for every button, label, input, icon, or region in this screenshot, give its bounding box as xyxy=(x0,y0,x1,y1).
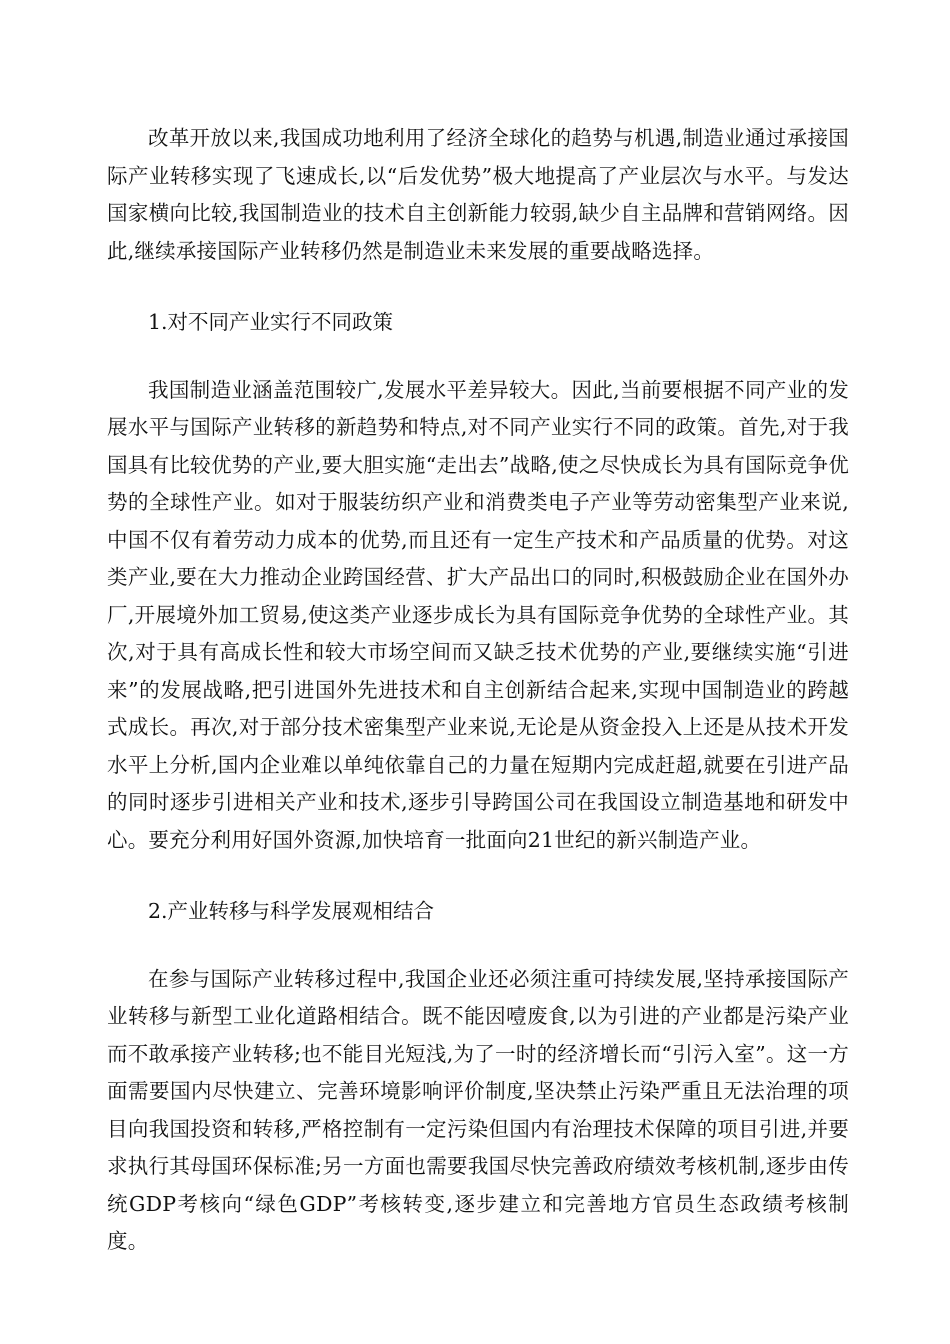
section-heading-2: 2.产业转移与科学发展观相结合 xyxy=(148,899,435,923)
document-body xyxy=(107,120,849,1261)
paragraph-policy: 我国制造业涵盖范围较广,发展水平差异较大。因此,当前要根据不同产业的发展水平与国际产业转移的新趋势和特点,对不同产业实行不同的政策。首先,对于我国具有比较优势的产业,要大胆实施“走出去”战略,使之尽快成长为具有国际竞争优势的全球性产业。如对于服装纺织产业和消费类电子产业等劳动密集型产业来说,中国不仅有着劳动力成本的优势,而且还有一定生产技术和产品质量的优势。对这类产业,要在大力推动企业跨国经营、扩大产品出口的同时,积极鼓励企业在国外办厂,开展境外加工贸易,使这类产业逐步成长为具有国际竞争优势的全球性产业。其次,对于具有高成长性和较大市场空间而又缺乏技术优势的产业,要继续实施“引进来”的发展战略,把引进国外先进技术和自主创新结合起来,实现中国制造业的跨越式成长。再次,对于部分技术密集型产业来说,无论是从资金投入上还是从技术开发水平上分析,国内企业难以单纯依靠自己的力量在短期内完成赶超,就要在引进产品的同时逐步引进相关产业和技术,逐步引导跨国公司在我国设立制造基地和研发中心。要充分利用好国外资源,加快培育一批面向21世纪的新兴制造产业。 xyxy=(107,377,849,852)
paragraph-sustainability: 在参与国际产业转移过程中,我国企业还必须注重可持续发展,坚持承接国际产业转移与新型工业化道路相结合。既不能因噎废食,以为引进的产业都是污染产业而不敢承接产业转移;也不能目光短浅,为了一时的经济增长而“引污入室”。这一方面需要国内尽快建立、完善环境影响评价制度,坚决禁止污染严重且无法治理的项目向我国投资和转移,严格控制有一定污染但国内有治理技术保障的项目引进,并要求执行其母国环保标准;另一方面也需要我国尽快完善政府绩效考核机制,逐步由传统GDP考核向“绿色GDP”考核转变,逐步建立和完善地方官员生态政绩考核制度。 xyxy=(107,966,849,1253)
paragraph-intro: 改革开放以来,我国成功地利用了经济全球化的趋势与机遇,制造业通过承接国际产业转移实现了飞速成长,以“后发优势”极大地提高了产业层次与水平。与发达国家横向比较,我国制造业的技术自主创新能力较弱,缺少自主品牌和营销网络。因此,继续承接国际产业转移仍然是制造业未来发展的重要战略选择。 xyxy=(107,126,849,263)
section-heading-1: 1.对不同产业实行不同政策 xyxy=(148,310,394,334)
